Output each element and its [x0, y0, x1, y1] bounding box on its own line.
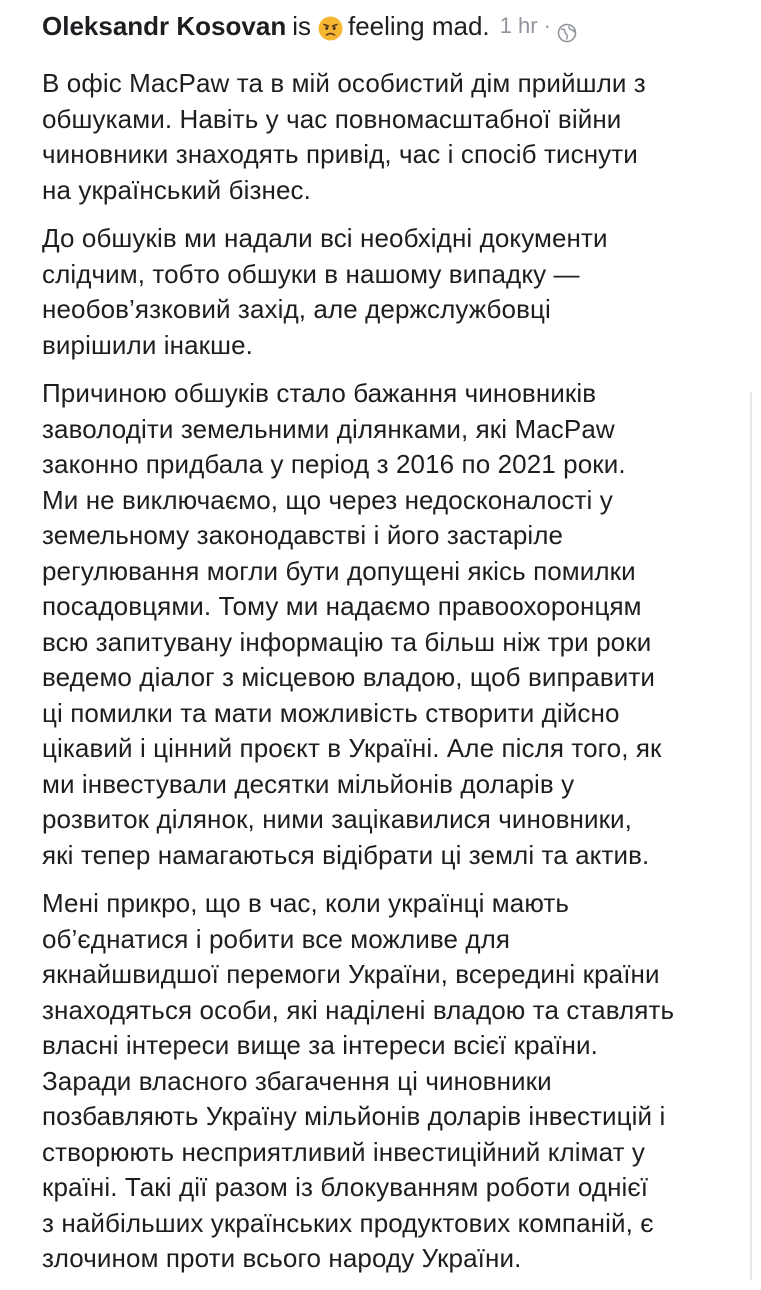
- text-line: обшуками. Навіть у час повномасштабної війни: [42, 103, 622, 134]
- paragraph: [42, 66, 742, 208]
- text-line: Заради власного збагачення ці чиновники: [42, 1065, 552, 1096]
- text-line: ми інвестували десятки мільйонів доларів у: [42, 768, 575, 799]
- paragraph: [42, 886, 742, 1277]
- meta-separator: ·: [543, 13, 551, 38]
- author-name[interactable]: Oleksandr Kosovan: [42, 11, 287, 41]
- text-line: злочином проти всього народу України.: [42, 1243, 522, 1273]
- text-line: земельному законодавстві і його застаріле: [42, 520, 564, 550]
- text-line: всю запитувану інформацію та більш ніж три роки: [42, 626, 652, 657]
- text-line: чиновники знаходять привід, час і спосіб тиснути: [42, 139, 638, 169]
- angry-face-icon: [318, 14, 343, 39]
- is-word: is: [292, 11, 311, 41]
- text-line: Причиною обшуків стало бажання чиновників: [42, 378, 597, 408]
- text-line: В офіс MacPaw та в мій особистий дім прийшли з: [42, 68, 646, 98]
- text-line: які тепер намагаються відібрати ці землі та актив.: [42, 839, 650, 870]
- text-line: заволодіти земельними ділянками, які MacPaw: [42, 413, 615, 444]
- paragraph: [42, 376, 742, 873]
- text-line: законно придбала у період з 2016 по 2021 роки.: [42, 449, 626, 479]
- text-line: ці помилки та мати можливість створити дійсно: [42, 697, 620, 728]
- globe-icon[interactable]: [557, 16, 577, 36]
- text-line: розвиток ділянок, ними зацікавилися чиновники,: [42, 804, 632, 834]
- text-line: об’єднатися і робити все можливе для: [42, 923, 511, 954]
- text-line: знаходяться особи, які наділені владою та ставлять: [42, 994, 675, 1025]
- feeling-text: feeling mad.: [347, 11, 490, 41]
- text-line: Мені прикро, що в час, коли українці мають: [42, 888, 570, 918]
- post-header: [42, 8, 577, 44]
- text-line: слідчим, тобто обшуки в нашому випадку —: [42, 258, 580, 289]
- post-timestamp[interactable]: 1 hr: [499, 13, 538, 38]
- text-line: якнайшвидшої перемоги України, всередині країни: [42, 959, 660, 989]
- text-line: створюють несприятливий інвестиційний клімат у: [42, 1136, 646, 1167]
- text-line: цікавий і цінний проєкт в Україні. Але після того, як: [42, 733, 662, 763]
- text-line: з найбільших українських продуктових компаній, є: [42, 1207, 654, 1238]
- text-line: До обшуків ми надали всі необхідні документи: [42, 223, 608, 253]
- text-line: вирішили інакше.: [42, 329, 253, 360]
- text-line: регулювання могли бути допущені якісь помилки: [42, 555, 636, 586]
- text-line: на український бізнес.: [42, 174, 311, 205]
- paragraph: [42, 221, 742, 363]
- text-line: Ми не виключаємо, що через недосконалості у: [42, 484, 613, 515]
- text-line: позбавляють Україну мільйонів доларів інвестицій і: [42, 1101, 666, 1131]
- text-line: необов’язковий захід, але держслужбовці: [42, 294, 551, 324]
- text-line: країні. Такі дії разом із блокуванням роботи однієї: [42, 1172, 649, 1202]
- post-body: [42, 66, 742, 1290]
- text-line: ведемо діалог з місцевою владою, щоб виправити: [42, 662, 655, 692]
- text-line: власні інтереси вище за інтереси всієї країни.: [42, 1030, 598, 1060]
- text-line: посадовцями. Тому ми надаємо правоохоронцям: [42, 591, 642, 621]
- scrollbar[interactable]: [750, 392, 752, 1280]
